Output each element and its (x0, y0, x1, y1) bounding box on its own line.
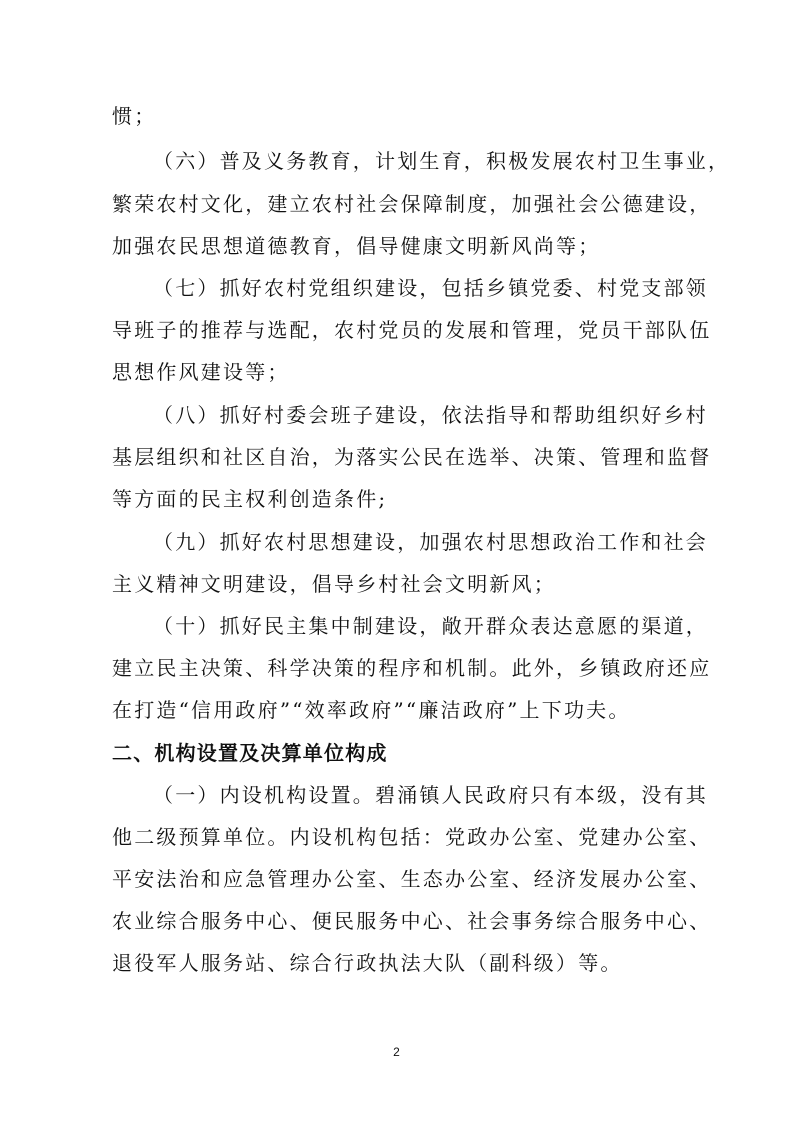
text-line: 惯； (112, 104, 157, 128)
paragraph-7-line-2: 导班子的推荐与选配，农村党员的发展和管理，党员干部队伍 (112, 318, 712, 342)
paragraph-6-line-2: 繁荣农村文化，建立农村社会保障制度，加强社会公德建设， (112, 192, 712, 216)
paragraph-8-line-1: （八）抓好村委会班子建设，依法指导和帮助组织好乡村 (153, 403, 708, 427)
paragraph-7-line-1: （七）抓好农村党组织建设，包括乡镇党委、村党支部领 (153, 276, 708, 300)
paragraph-9-line-1: （九）抓好农村思想建设，加强农村思想政治工作和社会 (153, 530, 708, 554)
paragraph-9-line-2: 主义精神文明建设，倡导乡村社会文明新风； (112, 572, 556, 596)
section-paragraph-line-5: 退役军人服务站、综合行政执法大队（副科级）等。 (112, 951, 623, 975)
paragraph-8-line-3: 等方面的民主权利创造条件; (112, 487, 388, 511)
section-paragraph-line-1: （一）内设机构设置。碧涌镇人民政府只有本级，没有其 (153, 783, 708, 807)
section-paragraph-line-3: 平安法治和应急管理办公室、生态办公室、经济发展办公室、 (112, 867, 712, 891)
paragraph-6-line-3: 加强农民思想道德教育，倡导健康文明新风尚等； (112, 234, 601, 258)
paragraph-10-line-1: （十）抓好民主集中制建设，敞开群众表达意愿的渠道， (153, 614, 708, 638)
paragraph-7-line-3: 思想作风建设等； (112, 360, 290, 384)
page-number: 2 (393, 1045, 400, 1059)
section-paragraph-line-4: 农业综合服务中心、便民服务中心、社会事务综合服务中心、 (112, 909, 712, 933)
paragraph-8-line-2: 基层组织和社区自治，为落实公民在选举、决策、管理和监督 (112, 445, 712, 469)
section-paragraph-line-2: 他二级预算单位。内设机构包括：党政办公室、党建办公室、 (112, 825, 712, 849)
paragraph-6-line-1: （六）普及义务教育，计划生育，积极发展农村卫生事业， (153, 149, 731, 173)
paragraph-10-line-3: 在打造“信用政府”“效率政府”“廉洁政府”上下功夫。 (112, 698, 631, 722)
section-heading: 二、机构设置及决算单位构成 (112, 741, 388, 765)
paragraph-10-line-2: 建立民主决策、科学决策的程序和机制。此外，乡镇政府还应 (112, 656, 712, 680)
